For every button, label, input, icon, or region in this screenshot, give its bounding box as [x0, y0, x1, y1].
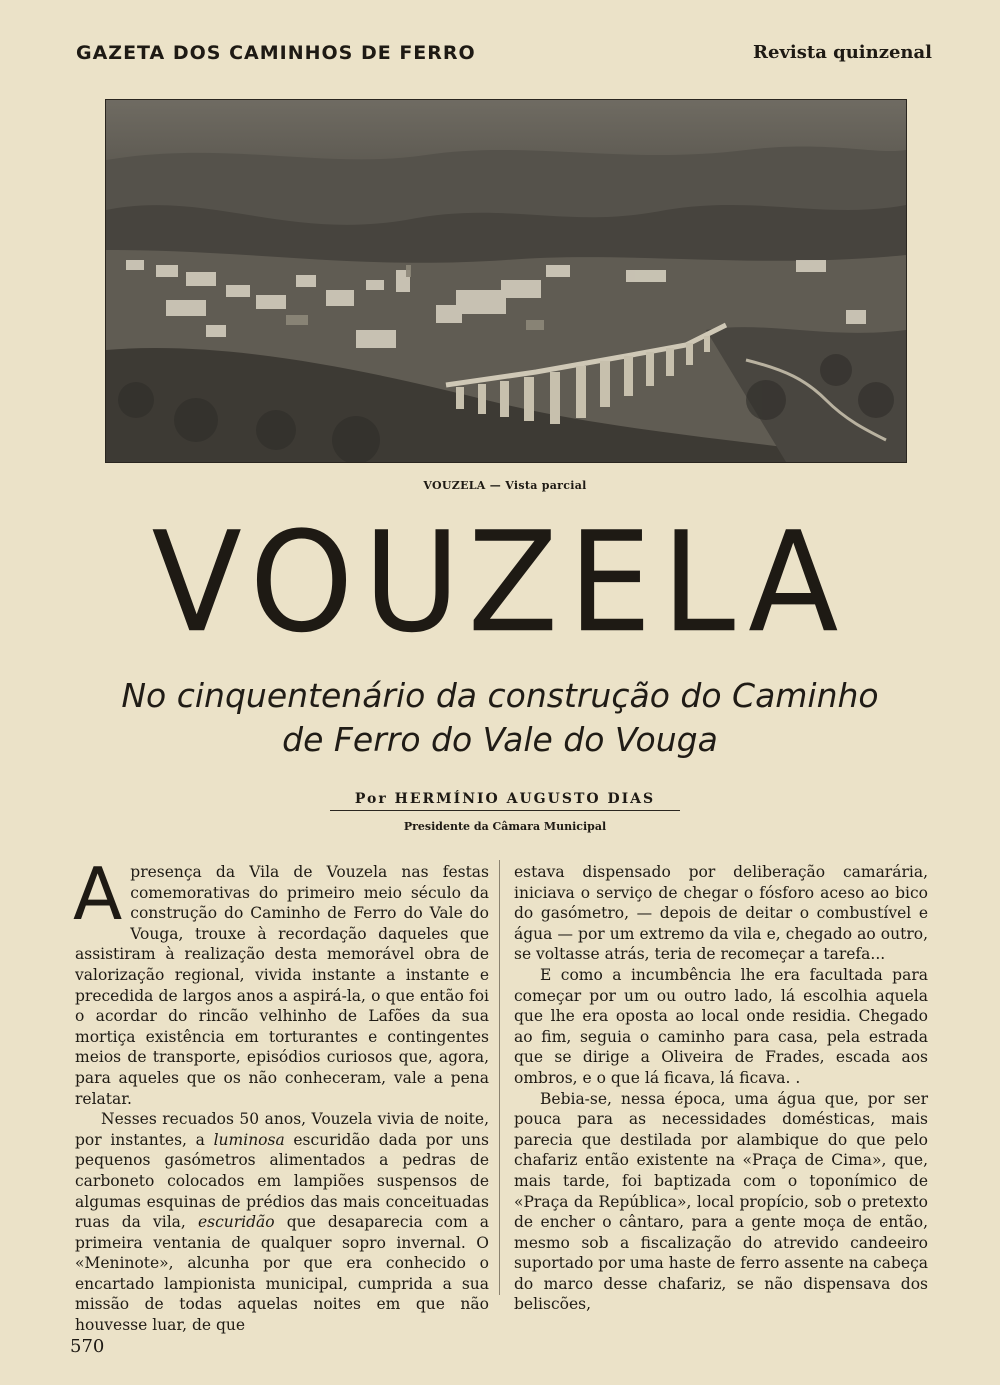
drop-cap: A — [73, 852, 123, 936]
paragraph-water: Bebia-se, nessa época, uma água que, por ser pouca para as necessidades domésticas, mais parecia que destilada por alambique do que pelo chafariz então existente na «Praça de Cima», que, mais tarde, foi baptizada com o toponímico de «Praça da República», local propício, sob o pretexto de encher o cântaro, para a gente moça de então, mesmo sob a fiscalização do atrevido candeeiro suportado por uma haste de ferro assente na cabeça do marco desse chafariz, se não dispensava dos beliscões, — [514, 1089, 928, 1314]
paragraph-text: que desaparecia com a primeira ventania de qualquer sopro invernal. O «Meninote», alcunha por que era conhecido o encartado lampionista municipal, cumprida a sua missão de todas aquelas noites em que não houvesse luar, de que — [75, 1213, 489, 1335]
paragraph-text: escuridão dada por uns pequenos gasómetros alimentados a pedras de carboneto colocados em lampiões suspensos de algumas esquinas de prédios das mais conceituadas ruas da vila, — [75, 1130, 489, 1232]
paragraph-continuation: estava dispensado por deliberação camarária, iniciava o serviço de chegar o fósforo aceso ao bico do gasómetro, — depois de deitar o combustível e água — por um extremo da vila e, chegado ao outro, se voltasse atrás, teria de recomeçar a tarefa... — [514, 863, 928, 964]
author-byline: Por HERMÍNIO AUGUSTO DIAS — [330, 791, 680, 811]
paragraph-lamplighter: E como a incumbência lhe era facultada para começar por um ou outro lado, lá escolhia aquela que lhe era oposta ao local onde residia. Chegado ao fim, seguia o caminho para casa, pela estrada que se dirige a Oliveira de Frades, escada aos ombros, e o que lá ficava, lá ficava. . — [514, 965, 928, 1087]
publication-frequency: Revista quinzenal — [753, 42, 932, 63]
article-subtitle — [60, 674, 940, 762]
author-role: Presidente da Câmara Municipal — [403, 820, 607, 833]
subtitle-line-2: de Ferro do Vale do Vouga — [282, 720, 718, 759]
emphasis-text: escuridão — [197, 1213, 275, 1232]
photo-caption: VOUZELA — Vista parcial — [423, 479, 587, 492]
publication-title: GAZETA DOS CAMINHOS DE FERRO — [76, 42, 476, 64]
paragraph-text: presença da Vila de Vouzela nas festas comemorativas do primeiro meio século da construção do Caminho de Ferro do Vale do Vouga, trouxe à recordação daqueles que assistiram à realização desta memorável obra de valorização regional, vivida instante a instante e precedida de largos anos a aspirá-la, o que então foi o acordar do rincão velhinho de Lafões da sua mortiça existência em torturantes e contingentes meios de transporte, episódios curiosos que, agora, para aqueles que os não conheceram, vale a pena relatar. — [75, 863, 489, 1108]
paragraph-lighting — [75, 1109, 489, 1336]
emphasis-text: luminosa — [213, 1130, 285, 1149]
column-divider — [499, 860, 500, 1295]
page-number: 570 — [70, 1336, 105, 1357]
article-column-right — [514, 862, 928, 1315]
paragraph-text: Nesses recuados 50 anos, Vouzela vivia de noite, por instantes, a — [75, 1110, 489, 1149]
article-title: VOUZELA — [151, 502, 849, 664]
vouzela-landscape-photo — [105, 99, 907, 463]
subtitle-line-1: No cinquentenário da construção do Caminho — [121, 676, 879, 715]
paragraph-intro — [73, 852, 489, 1109]
article-column-left — [73, 852, 489, 1336]
